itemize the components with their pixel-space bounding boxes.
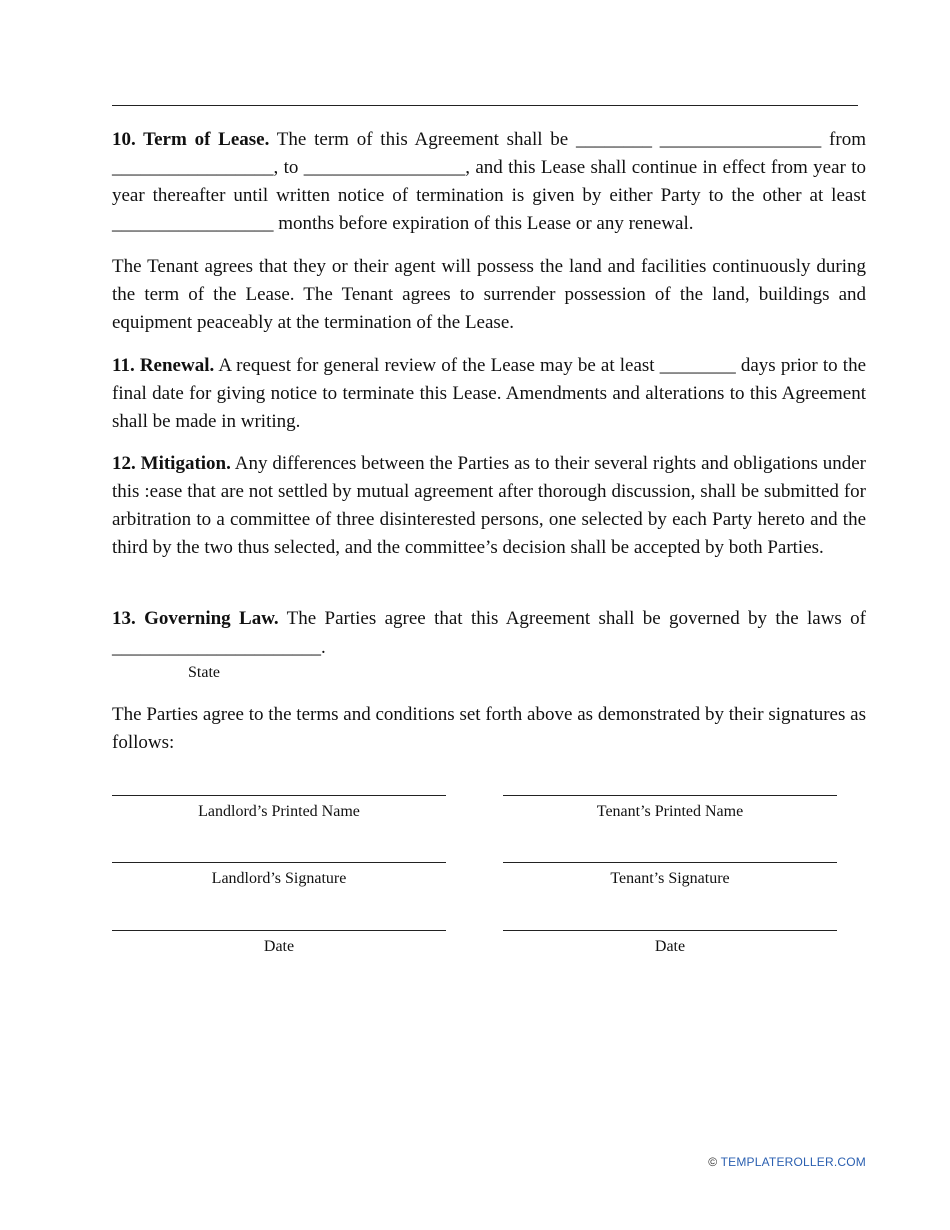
section-heading: 12. Mitigation. [112,453,231,474]
tenant-signature-field [503,862,837,889]
section-text: The Tenant agrees that they or their agent will possess the land and facilities continuously during the term of the Lease. The Tenant agrees to surrender possession of the land, buildings and equipment peaceably at the termination of the Lease. [112,256,866,333]
section-heading: 10. Term of Lease. [112,129,270,150]
section-text: Any differences between the Parties as to their several rights and obligations under this :ease that are not settled by mutual agreement after thorough discussion, shall be submitted for arbitration to a committee of three disinterested persons, one selected by each Party hereto and the third by the two thus selected, and the committee’s decision shall be accepted by both Parties. [112,453,867,558]
section-agreement [112,701,866,757]
header-divider [112,105,858,106]
landlord-signature-field [112,862,446,889]
section-mitigation [112,450,866,562]
section-text: The Parties agree that this Agreement shall be governed by the laws of [278,608,866,629]
state-blank: ______________________. [112,637,326,658]
signature-line [112,795,446,796]
section-heading: 13. Governing Law. [112,608,279,629]
footer-credit [708,1155,866,1169]
landlord-printed-name-field [112,795,446,822]
tenant-printed-name-field [503,795,837,822]
signature-line [112,862,446,863]
field-caption: Landlord’s Printed Name [198,803,360,820]
section-text: The Parties agree to the terms and conditions set forth above as demonstrated by their signatures as follows: [112,704,866,753]
field-caption: Landlord’s Signature [211,870,347,887]
brand-link[interactable]: TEMPLATEROLLER.COM [720,1155,866,1169]
field-caption: Tenant’s Signature [610,870,730,887]
landlord-date-field [112,930,446,957]
copyright-symbol: © [708,1155,718,1169]
state-caption: State [188,664,220,681]
section-term-of-lease [112,126,866,238]
field-caption: Date [654,938,686,955]
section-text: A request for general review of the Lease may be at least ________ days prior to the final date for giving notice to terminate this Lease. Amendments and alterations to this Agreement shall be made in writing. [112,355,867,432]
tenant-date-field [503,930,837,957]
field-caption: Date [263,938,295,955]
section-possession [112,253,866,337]
signature-line [112,930,446,931]
field-caption: Tenant’s Printed Name [596,803,744,820]
section-text: The term of this Agreement shall be ________ _________________ from _________________, to _________________, and this Lease shall continue in effect from year to year thereafter until written notice of termination is given by either Party to the other at least _________________ months before expiration of this Lease or any renewal. [112,129,866,234]
section-governing-law [112,605,866,633]
signature-line [503,862,837,863]
section-renewal [112,352,866,436]
signature-line [503,930,837,931]
section-heading: 11. Renewal. [112,355,215,376]
signature-line [503,795,837,796]
